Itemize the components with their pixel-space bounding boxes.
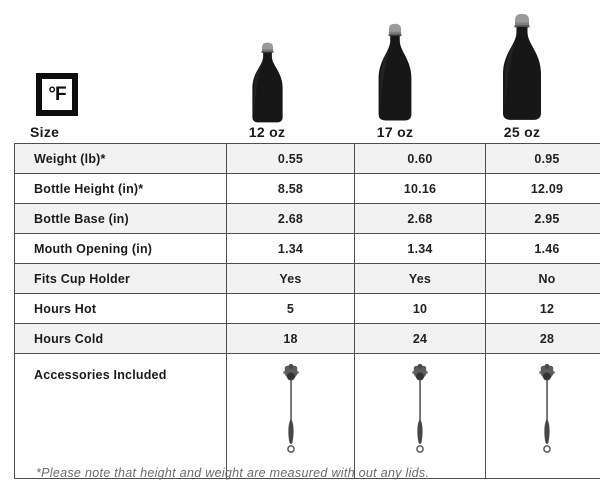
row-label: Bottle Height (in)* (15, 174, 227, 204)
cell-value: 1.46 (486, 234, 600, 264)
cell-value: 5 (227, 294, 355, 324)
cell-value: 2.68 (227, 204, 355, 234)
table-row-height (15, 174, 600, 204)
table-row-hours-hot (15, 294, 600, 324)
row-label: Hours Cold (15, 324, 227, 354)
cell-value: 1.34 (227, 234, 355, 264)
row-label: Mouth Opening (in) (15, 234, 227, 264)
bottle-brush-icon (410, 363, 430, 456)
cell-value: Yes (227, 264, 355, 294)
bottle-brush-icon (537, 363, 557, 456)
cell-value: 10.16 (355, 174, 486, 204)
accessory-cell (227, 354, 355, 479)
table-row-cupholder (15, 264, 600, 294)
cell-value: 2.68 (355, 204, 486, 234)
table-row-weight (15, 144, 600, 174)
cell-value: No (486, 264, 600, 294)
column-header-17oz: 17 oz (376, 124, 414, 140)
cell-value: 0.95 (486, 144, 600, 174)
cell-value: 10 (355, 294, 486, 324)
cell-value: 1.34 (355, 234, 486, 264)
bottle-image-17oz (376, 23, 414, 126)
cell-value: 18 (227, 324, 355, 354)
cell-value: 12.09 (486, 174, 600, 204)
table-row-base (15, 204, 600, 234)
bottle-image-25oz (500, 13, 544, 126)
bottle-brush-icon (281, 363, 301, 456)
row-label: Weight (lb)* (15, 144, 227, 174)
table-row-mouth (15, 234, 600, 264)
row-label: Hours Hot (15, 294, 227, 324)
cell-value: 2.95 (486, 204, 600, 234)
brand-logo-text: °F (48, 84, 66, 105)
measurement-footnote: *Please note that height and weight are measured with out any lids. (36, 466, 430, 480)
row-label: Bottle Base (in) (15, 204, 227, 234)
spec-comparison-table (14, 143, 600, 479)
cell-value: 8.58 (227, 174, 355, 204)
size-header-label: Size (30, 124, 60, 140)
accessory-cell (486, 354, 600, 479)
cell-value: 0.60 (355, 144, 486, 174)
cell-value: Yes (355, 264, 486, 294)
bottle-image-12oz (250, 42, 285, 127)
row-label: Fits Cup Holder (15, 264, 227, 294)
column-header-12oz: 12 oz (248, 124, 286, 140)
column-header-25oz: 25 oz (503, 124, 541, 140)
row-label: Accessories Included (15, 354, 227, 479)
table-row-accessories (15, 354, 600, 479)
accessory-cell (355, 354, 486, 479)
cell-value: 0.55 (227, 144, 355, 174)
table-row-hours-cold (15, 324, 600, 354)
cell-value: 24 (355, 324, 486, 354)
brand-logo (36, 73, 78, 116)
cell-value: 28 (486, 324, 600, 354)
cell-value: 12 (486, 294, 600, 324)
